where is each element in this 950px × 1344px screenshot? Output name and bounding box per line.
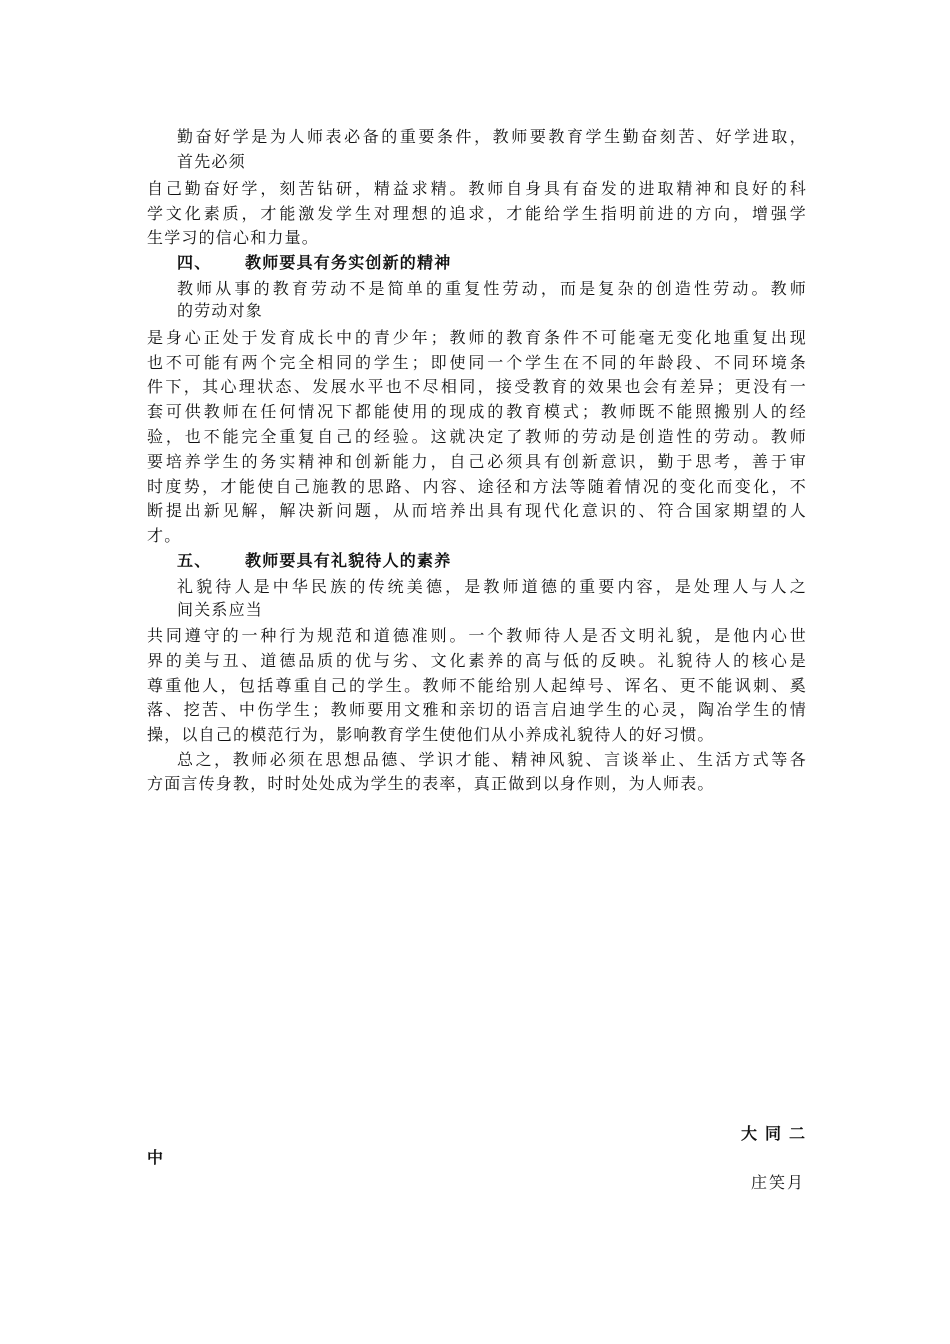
paragraph-line: 操，以自己的模范行为，影响教育学生使他们从小养成礼貌待人的好习惯。 bbox=[147, 725, 715, 744]
paragraph-line: 时度势，才能使自己施教的思路、内容、途径和方法等随着情况的变化而变化，不 bbox=[147, 477, 807, 496]
paragraph-line: 礼貌待人是中华民族的传统美德，是教师道德的重要内容，是处理人与人之 bbox=[177, 577, 807, 596]
paragraph-line: 勤奋好学是为人师表必备的重要条件，教师要教育学生勤奋刻苦、好学进取， bbox=[177, 127, 807, 146]
section-title: 教师要具有礼貌待人的素养 bbox=[245, 551, 452, 570]
paragraph-line: 件下，其心理状态、发展水平也不尽相同，接受教育的效果也会有差异；更没有一 bbox=[147, 377, 807, 396]
paragraph-line: 教师从事的教育劳动不是简单的重复性劳动，而是复杂的创造性劳动。教师 bbox=[177, 279, 807, 298]
paragraph-line: 生学习的信心和力量。 bbox=[147, 228, 320, 247]
section-number: 四、 bbox=[177, 253, 212, 272]
section-heading-4 bbox=[177, 250, 807, 276]
paragraph-line: 方面言传身教，时时处处成为学生的表率，真正做到以身作则，为人师表。 bbox=[147, 774, 715, 793]
section-heading-5 bbox=[177, 548, 807, 574]
paragraph-line: 验，也不能完全重复自己的经验。这就决定了教师的劳动是创造性的劳动。教师 bbox=[147, 427, 807, 446]
paragraph-line: 首先必须 bbox=[177, 152, 246, 171]
paragraph-line: 界的美与丑、道德品质的优与劣、文化素养的高与低的反映。礼貌待人的核心是 bbox=[147, 651, 807, 670]
paragraph-line: 的劳动对象 bbox=[177, 301, 264, 320]
paragraph-line: 间关系应当 bbox=[177, 600, 264, 619]
paragraph-line: 尊重他人，包括尊重自己的学生。教师不能给别人起绰号、诨名、更不能讽刺、奚 bbox=[147, 676, 807, 695]
paragraph-line: 总之，教师必须在思想品德、学识才能、精神风貌、言谈举止、生活方式等各 bbox=[177, 750, 807, 769]
paragraph-line: 才。 bbox=[147, 526, 182, 545]
paragraph-line: 自己勤奋好学，刻苦钻研，精益求精。教师自身具有奋发的进取精神和良好的科 bbox=[147, 179, 807, 198]
paragraph-line: 共同遵守的一种行为规范和道德准则。一个教师待人是否文明礼貌，是他内心世 bbox=[147, 626, 807, 645]
paragraph-line: 套可供教师在任何情况下都能使用的现成的教育模式；教师既不能照搬别人的经 bbox=[147, 402, 807, 421]
paragraph-line: 是身心正处于发育成长中的青少年；教师的教育条件不可能毫无变化地重复出现 bbox=[147, 328, 807, 347]
signature-school-continued: 中 bbox=[147, 1148, 172, 1167]
section-title: 教师要具有务实创新的精神 bbox=[245, 253, 452, 272]
signature-school: 大同二 bbox=[741, 1124, 814, 1143]
paragraph-line: 落、挖苦、中伤学生；教师要用文雅和亲切的语言启迪学生的心灵，陶冶学生的情 bbox=[147, 700, 807, 719]
paragraph-line: 学文化素质，才能激发学生对理想的追求，才能给学生指明前进的方向，增强学 bbox=[147, 204, 807, 223]
paragraph-line: 也不可能有两个完全相同的学生；即使同一个学生在不同的年龄段、不同环境条 bbox=[147, 353, 807, 372]
paragraph-line: 要培养学生的务实精神和创新能力，自己必须具有创新意识，勤于思考，善于审 bbox=[147, 452, 807, 471]
paragraph-line: 断提出新见解，解决新问题，从而培养出具有现代化意识的、符合国家期望的人 bbox=[147, 501, 807, 520]
signature-author: 庄笑月 bbox=[751, 1173, 806, 1192]
section-number: 五、 bbox=[177, 551, 212, 570]
